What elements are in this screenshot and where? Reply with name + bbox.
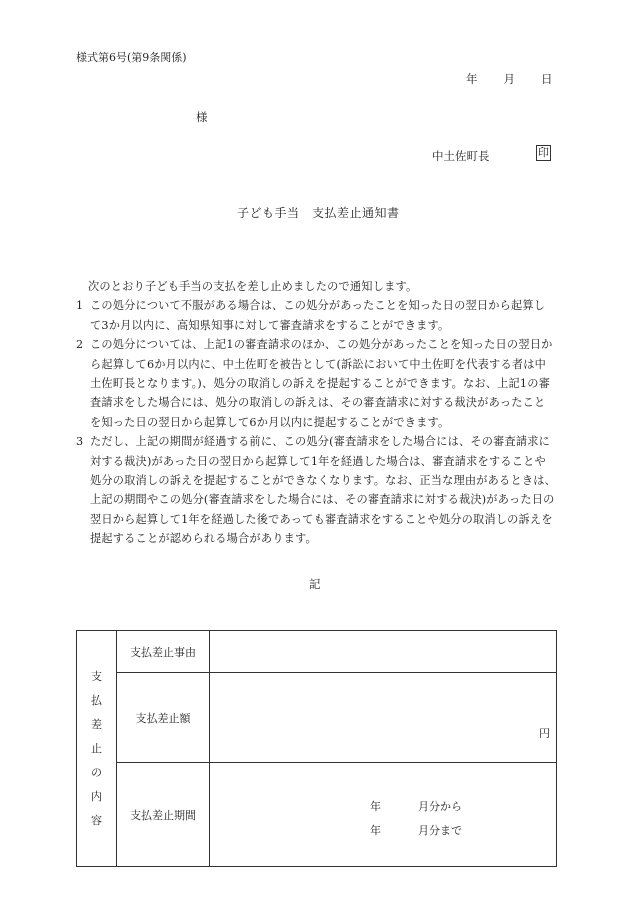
period-to-year: 年 bbox=[370, 824, 381, 837]
notice-item-2 bbox=[76, 335, 556, 432]
item-text: この処分については、上記1の審査請求のほか、この処分があったことを知った日の翌日から起算して6か月以内に、中土佐町を被告として(訴訟において中土佐町を代表する者は中土佐町長となります。)、処分の取消しの訴えを提起することができます。なお、上記1の審査請求をした場合には、処分の取消しの訴えは、その審査請求に対する裁決があったことを知った日の翌日から起算して6か月以内に提起することができます。 bbox=[90, 338, 553, 429]
reason-label: 支払差止事由 bbox=[117, 631, 210, 673]
form-number: 様式第6号(第9条関係) bbox=[76, 51, 187, 64]
seal-mark: 印 bbox=[538, 146, 549, 159]
side-label: 支 払 差 止 の 内 容 bbox=[91, 669, 102, 827]
item-number: 2 bbox=[76, 338, 84, 352]
amount-value[interactable] bbox=[210, 673, 557, 763]
intro-text: 次のとおり子ども手当の支払を差し止めましたので通知します。 bbox=[88, 280, 418, 293]
item-text: ただし、上記の期間が経過する前に、この処分(審査請求をした場合には、その審査請求に対する裁決)があった日の翌日から起算して1年を経過した場合は、審査請求をすることや処分の取消しの訴えを提起することができなくなります。なお、正当な理由があるときは、上記の期間やこの処分(審査請求をした場合には、その審査請求に対する裁決)があった日の翌日から起算して1年を経過した後であっても審査請求をすることや処分の取消しの訴えを提起することが認められる場合があります。 bbox=[90, 435, 556, 546]
item-text: この処分について不服がある場合は、この処分があったことを知った日の翌日から起算して3か月以内に、高知県知事に対して審査請求をすることができます。 bbox=[90, 299, 546, 332]
period-range bbox=[370, 795, 462, 843]
period-from-year: 年 bbox=[370, 800, 381, 813]
amount-label: 支払差止額 bbox=[117, 673, 210, 763]
notice-item-1 bbox=[76, 296, 556, 335]
detail-table bbox=[76, 630, 557, 867]
period-label: 支払差止期間 bbox=[117, 763, 210, 867]
period-from: 月分から bbox=[418, 800, 462, 813]
date-line bbox=[466, 71, 553, 87]
notice-body bbox=[76, 277, 556, 549]
document-title: 子ども手当 支払差止通知書 bbox=[237, 206, 400, 220]
date-day: 日 bbox=[541, 72, 553, 86]
period-value[interactable] bbox=[210, 763, 557, 867]
amount-unit: 円 bbox=[539, 727, 550, 740]
notice-item-3 bbox=[76, 432, 556, 548]
issuer-name: 中土佐町長 bbox=[432, 149, 490, 163]
period-to: 月分まで bbox=[418, 824, 462, 837]
date-year: 年 bbox=[466, 72, 478, 86]
date-month: 月 bbox=[503, 72, 515, 86]
item-number: 3 bbox=[76, 435, 84, 449]
side-label-cell bbox=[77, 631, 117, 867]
addressee-suffix: 様 bbox=[196, 110, 208, 124]
ki-heading: 記 bbox=[309, 577, 321, 591]
item-number: 1 bbox=[76, 299, 84, 313]
reason-value[interactable] bbox=[210, 631, 557, 673]
